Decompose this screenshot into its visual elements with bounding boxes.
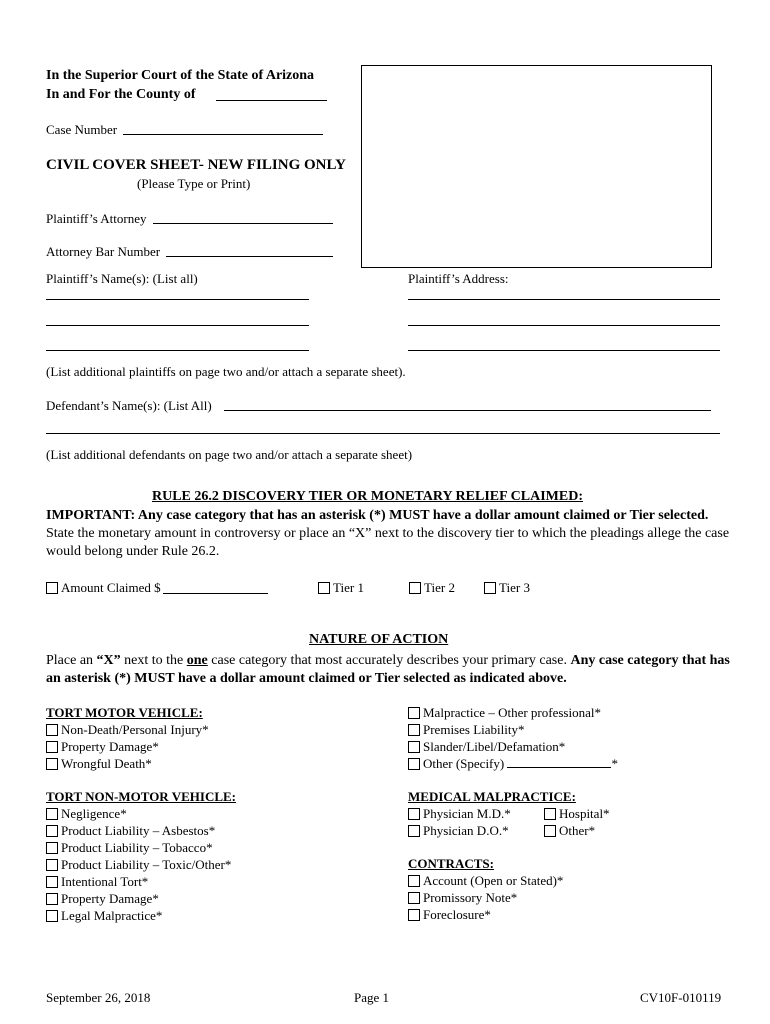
checkbox[interactable] [46,910,58,922]
checkbox[interactable] [544,825,556,837]
tort-motor-item [46,721,209,738]
checkbox[interactable] [408,892,420,904]
checkbox[interactable] [408,808,420,820]
defendant-name-field-2[interactable] [46,433,720,434]
amount-claimed-row [46,580,161,596]
plaintiff-address-label: Plaintiff’s Address: [408,271,509,286]
tier1-label: Tier 1 [333,580,364,595]
tier2-row [409,580,455,596]
plaintiff-address-field[interactable] [408,299,720,300]
contracts-item [408,889,563,906]
item-label: Intentional Tort* [61,874,149,889]
item-label: Negligence* [61,806,127,821]
plaintiffs-attorney-field[interactable] [153,223,333,224]
bar-number-label: Attorney Bar Number [46,244,161,259]
rule-important-bold: IMPORTANT: Any case category that has an asterisk (*) MUST have a dollar amount claimed or Tier selected. [46,508,709,523]
tier1-row [318,580,364,596]
medical-row [408,805,610,822]
plaintiff-names-label: Plaintiff’s Name(s): (List all) [46,271,198,286]
other-tort-item [408,738,618,755]
tort-non-motor-item [46,856,236,873]
contracts-item [408,906,563,923]
rule-important-rest: State the monetary amount in controversy or place an “X” next to the discovery tier to which the pleadings allege the case would belong under Rule 26.2. [46,526,730,559]
plaintiff-name-field[interactable] [46,299,309,300]
tier3-row [484,580,530,596]
tier2-checkbox[interactable] [409,582,421,594]
checkbox[interactable] [408,707,420,719]
contracts-section [408,855,563,923]
checkbox[interactable] [46,876,58,888]
nature-intro-one: one [186,653,208,668]
checkbox[interactable] [544,808,556,820]
item-label: Malpractice – Other professional* [423,705,601,720]
bar-number-field[interactable] [166,256,333,257]
checkbox[interactable] [46,808,58,820]
plaintiff-address-field[interactable] [408,325,720,326]
tort-non-motor-item [46,805,236,822]
item-label: Physician D.O.* [423,823,509,838]
nature-intro-paragraph [46,652,736,688]
checkbox[interactable] [408,909,420,921]
amount-claimed-field[interactable] [163,593,268,594]
other-tort-item [408,721,618,738]
checkbox[interactable] [46,741,58,753]
nature-intro-b: next to the [120,653,187,668]
other-tort-section [408,704,618,772]
clerk-stamp-box [361,65,712,268]
court-name-line: In the Superior Court of the State of Arizona [46,68,315,83]
tort-non-motor-item [46,890,236,907]
additional-defendants-note: (List additional defendants on page two and/or attach a separate sheet) [46,447,413,462]
amount-claimed-label: Amount Claimed $ [61,580,161,595]
plaintiff-name-field[interactable] [46,325,309,326]
medical-row [408,822,610,839]
physician-do-item [408,822,544,839]
nature-intro-bold: Any case category that has an asterisk (*) MUST have a dollar amount claimed or Tier selected as indicated above. [46,653,730,686]
rule-heading: RULE 26.2 DISCOVERY TIER OR MONETARY RELIEF CLAIMED: [152,489,583,504]
footer-date: September 26, 2018 [46,990,151,1005]
item-label: Other* [559,823,596,838]
item-label: Account (Open or Stated)* [423,873,564,888]
amount-claimed-checkbox[interactable] [46,582,58,594]
item-label: Product Liability – Toxic/Other* [61,857,232,872]
tort-motor-item [46,755,209,772]
item-label: Other (Specify) [423,756,505,771]
tort-non-motor-item [46,822,236,839]
footer-form-id: CV10F-010119 [640,990,722,1005]
physician-md-item [408,805,544,822]
contracts-title: CONTRACTS: [408,856,494,871]
item-label: Property Damage* [61,891,159,906]
item-label: Slander/Libel/Defamation* [423,739,566,754]
checkbox[interactable] [408,724,420,736]
checkbox[interactable] [46,825,58,837]
checkbox[interactable] [408,741,420,753]
tort-motor-section [46,704,209,772]
checkbox[interactable] [46,842,58,854]
case-number-label: Case Number [46,122,118,137]
tier3-label: Tier 3 [499,580,530,595]
form-title: CIVIL COVER SHEET- NEW FILING ONLY [46,157,346,173]
tier2-label: Tier 2 [424,580,455,595]
tier1-checkbox[interactable] [318,582,330,594]
item-label: Physician M.D.* [423,806,511,821]
checkbox[interactable] [46,859,58,871]
checkbox[interactable] [46,893,58,905]
tort-non-motor-item [46,839,236,856]
hospital-item [544,806,610,821]
other-tort-item [408,704,618,721]
county-field[interactable] [216,100,327,101]
contracts-item [408,872,563,889]
plaintiff-address-field[interactable] [408,350,720,351]
item-label: Premises Liability* [423,722,525,737]
nature-heading: NATURE OF ACTION [309,632,449,647]
item-label: Product Liability – Asbestos* [61,823,216,838]
item-label: Promissory Note* [423,890,518,905]
plaintiffs-attorney-label: Plaintiff’s Attorney [46,211,147,226]
tort-non-motor-item [46,907,236,924]
additional-plaintiffs-note: (List additional plaintiffs on page two and/or attach a separate sheet). [46,364,406,379]
checkbox[interactable] [408,825,420,837]
nature-intro-c: case category that most accurately describes your primary case. [207,653,571,668]
form-subtitle: (Please Type or Print) [137,176,251,191]
defendant-names-label: Defendant’s Name(s): (List All) [46,398,212,413]
item-label: Property Damage* [61,739,159,754]
defendant-name-field[interactable] [224,410,711,411]
rule-important-paragraph [46,507,736,561]
medical-section [408,788,610,839]
tort-motor-title: TORT MOTOR VEHICLE: [46,705,203,720]
tort-non-motor-title: TORT NON-MOTOR VEHICLE: [46,789,237,804]
other-suffix: * [611,756,618,771]
item-label: Hospital* [559,806,610,821]
tort-non-motor-section [46,788,236,924]
medical-title: MEDICAL MALPRACTICE: [408,789,576,804]
tort-motor-item [46,738,209,755]
case-number-field[interactable] [123,134,323,135]
plaintiff-name-field[interactable] [46,350,309,351]
tier3-checkbox[interactable] [484,582,496,594]
nature-intro-a: Place an [46,653,97,668]
tort-non-motor-item [46,873,236,890]
item-label: Wrongful Death* [61,756,152,771]
item-label: Non-Death/Personal Injury* [61,722,209,737]
nature-intro-x: “X” [96,653,121,668]
item-label: Legal Malpractice* [61,908,163,923]
other-tort-item [408,755,618,772]
checkbox[interactable] [408,758,420,770]
other-specify-field[interactable] [507,756,611,768]
county-label: In and For the County of [46,87,196,102]
footer-page: Page 1 [354,990,390,1005]
item-label: Product Liability – Tobacco* [61,840,213,855]
medical-other-item [544,823,595,838]
checkbox[interactable] [46,758,58,770]
checkbox[interactable] [46,724,58,736]
item-label: Foreclosure* [423,907,491,922]
checkbox[interactable] [408,875,420,887]
